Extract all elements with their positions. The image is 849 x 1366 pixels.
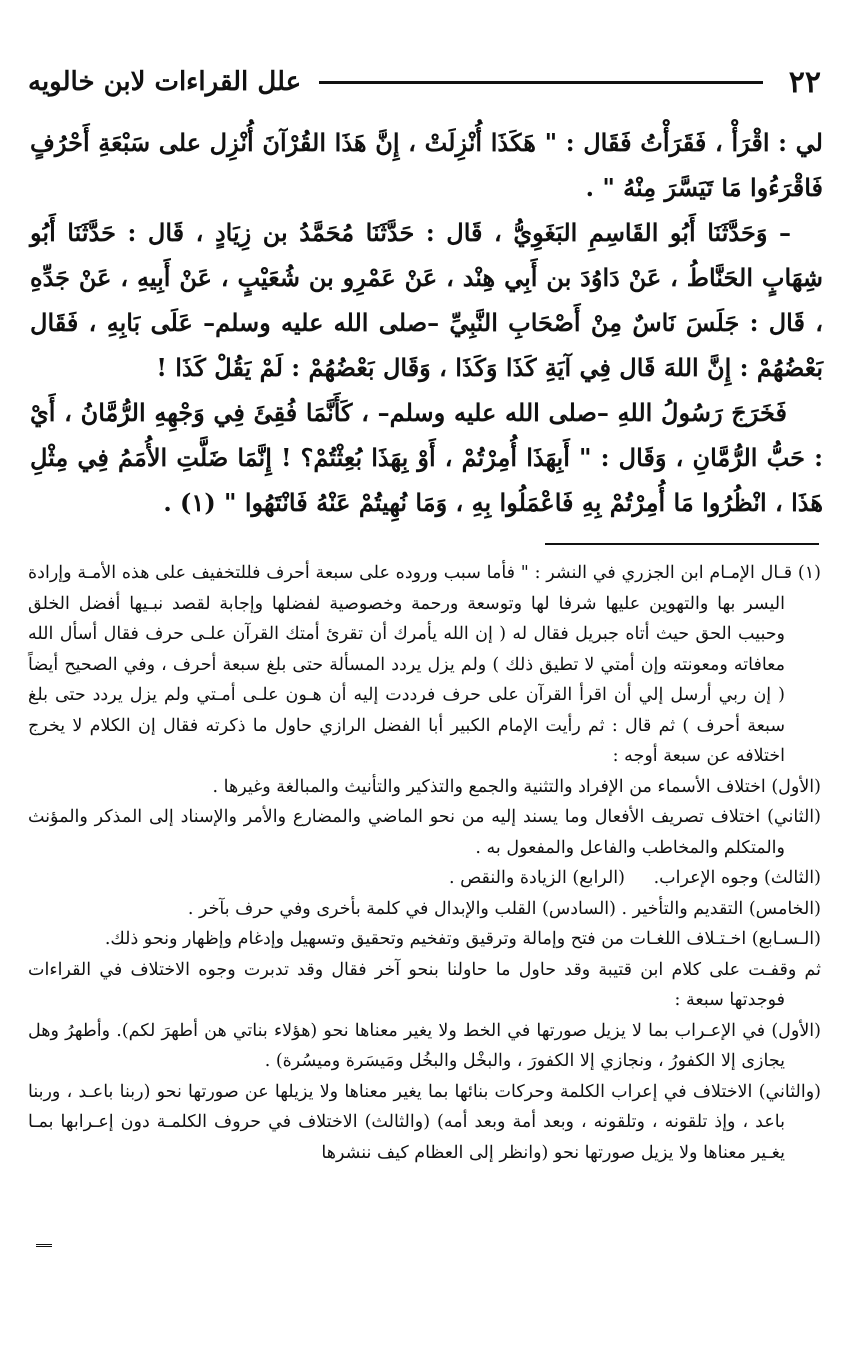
- footnote-paragraph: (١) قـال الإمـام ابن الجزري في النشر : " فأما سبب وروده على سبعة أحرف فللتخفيف على هذه الأمـة وإرادة اليسر بها والتهوين عليها شرفا لها وتوسعة ورحمة وخصوصية لفضلها وإجابة لقصد نبـيها أفضل الخلق وحبيب الحق حيث أتاه جبريل فقال له ( إن الله يأمرك أن تقرئ أمتك القرآن علـى حرف فقال أسأل الله معافاته ومعونته وإن أمتي لا تطيق ذلك ) ولم يزل يردد المسألة حتى بلغ سبعة أحرف ، وفي الصحيح أيضاً ( إن ربي أرسل إلي أن اقرأ القرآن على حرف فرددت إليه أن هـون علـى أمـتي ولم يزل يردد حتى بلغ سبعة أحرف ) ثم قال : ثم رأيت الإمام الكبير أبا الفضل الرازي حاول ما ذكرته فقال إن الكلام لا يخرج اختلافه عن سبعة أوجه :: [28, 563, 821, 766]
- main-paragraph: لي : اقْرَأْ ، فَقَرَأْتُ فَقَال : " هَكَذَا أُنْزِلَتْ ، إِنَّ هَذَا القُرْآنَ أُنْزِل على سَبْعَةِ أَحْرُفٍ فَاقْرَءُوا مَا تَيَسَّرَ مِنْهُ " .: [30, 128, 823, 202]
- footnote-item: (الخامس) التقديم والتأخير . (السادس) القلب والإبدال في كلمة بأخرى وفي حرف بآخر .: [187, 898, 821, 919]
- main-text: [30, 120, 823, 525]
- footnote-item: (الثاني) اختلاف تصريف الأفعال وما يسند إليه من نحو الماضي والمضارع والأمر والإسناد إلى المذكر والمؤنث والمتكلم والمخاطب والفاعل والمفعول به .: [28, 807, 821, 858]
- running-title: علل القراءات لابن خالويه: [28, 67, 302, 97]
- footnote-item: (الثالث) وجوه الإعراب.: [653, 868, 821, 888]
- footnote-paragraph: ثم وقفـت على كلام ابن قتيبة وقد حاول ما حاولنا بنحو آخر فقال وقد تدبرت وجوه الاختلاف في القراءات فوجدتها سبعة :: [28, 959, 821, 1010]
- page-header: [28, 62, 821, 102]
- footnote-item-row: [28, 863, 821, 894]
- footnote-item: (الأول) في الإعـراب بما لا يزيل صورتها في الخط ولا يغير معناها نحو (هؤلاء بناتي هن أطهرَ لكم). وأطهرُ وهل يجازى إلا الكفورُ ، ونجازي إلا الكفورَ ، والبخْل والبخُل ومَيسَرة وميسُرة) .: [28, 1020, 821, 1071]
- footnotes: [28, 558, 821, 1168]
- footnote-item: (الرابع) الزيادة والنقص .: [448, 868, 625, 888]
- footnote-item: (والثاني) الاختلاف في إعراب الكلمة وحركات بنائها بما يغير معناها ولا يزيلها عن صورتها نحو (ربنا باعـد ، وربنا باعد ، وإذ تلقونه ، وتلقونه ، وبعد أمة وبعد أمه) (والثالث) الاختلاف في حروف الكلمـة دون إعـرابها بمـا يغـير معناها ولا يزيل صورتها نحو (وانظر إلى العظام كيف ننشرها: [28, 1081, 821, 1163]
- footnote-item: (الأول) اختلاف الأسماء من الإفراد والتثنية والجمع والتذكير والتأنيث والمبالغة وغيرها .: [212, 776, 821, 797]
- page-number: ٢٢: [788, 64, 821, 100]
- main-paragraph: – وَحَدَّثَنَا أَبُو القَاسِمِ البَغَوِيُّ ، قَال : حَدَّثَنَا مُحَمَّدُ بن زِيَادٍ ، قَال : حَدَّثَنَا أَبُو شِهَابٍ الحَنَّاطُ ، عَنْ دَاوُدَ بن أَبِي هِنْد ، عَنْ عَمْرِو بن شُعَيْبٍ ، عَنْ أَبِيهِ ، عَنْ جَدِّهِ ، قَال : جَلَسَ نَاسٌ مِنْ أَصْحَابِ النَّبِيِّ –صلى الله عليه وسلم– عَلَى بَابِهِ ، فَقَال بَعْضُهُمْ : إِنَّ اللهَ قَال فِي آيَةِ كَذَا وَكَذَا ، وَقَال بَعْضُهُمْ : لَمْ يَقُلْ كَذَا !: [30, 218, 823, 382]
- header-rule: [319, 81, 763, 84]
- main-paragraph: فَخَرَجَ رَسُولُ اللهِ –صلى الله عليه وسلم– ، كَأَنَّمَا فُقِئَ فِي وَجْهِهِ الرُّمَّانُ ، أَيْ : حَبُّ الرُّمَّانِ ، وَقَال : " أَبِهَذَا أُمِرْتُمْ ، أَوْ بِهَذَا بُعِثْتُمْ؟ ! إِنَّمَا ضَلَّتِ الأُمَمُ فِي مِثْلِ هَذَا ، انْظُرُوا مَا أُمِرْتُمْ بِهِ فَاعْمَلُوا بِهِ ، وَمَا نُهِيتُمْ عَنْهُ فَانْتَهُوا " (١) .: [30, 398, 823, 517]
- footnote-separator: [545, 543, 819, 545]
- continuation-mark: [36, 1244, 52, 1247]
- footnote-item: (الـسـابع) اخـتـلاف اللغـات من فتح وإمالة وترقيق وتفخيم وتحقيق وتسهيل وإدغام وإظهار ونحو ذلك.: [104, 929, 821, 949]
